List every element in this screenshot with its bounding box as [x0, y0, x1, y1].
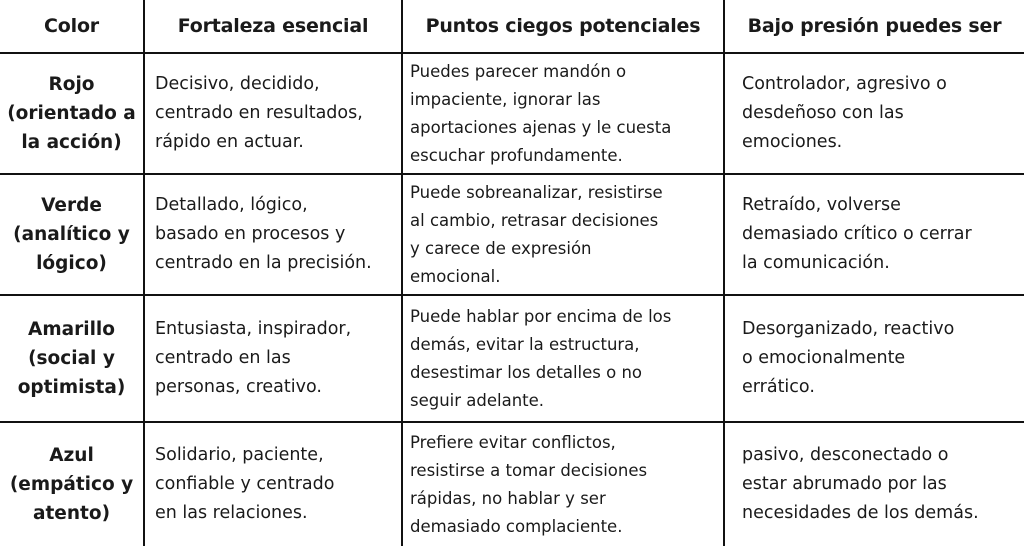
row-color-azul: [0, 423, 145, 546]
row-puntos-ciegos: Puedes parecer mandón o impaciente, ignorar las aportaciones ajenas y le cuesta escuchar profundamente.: [403, 54, 725, 175]
row-fortaleza: Entusiasta, inspirador, centrado en las personas, creativo.: [145, 296, 403, 423]
row-bajo-presion: Desorganizado, reactivo o emocionalmente errático.: [725, 296, 1024, 423]
row-puntos-ciegos: Prefiere evitar conflictos, resistirse a tomar decisiones rápidas, no hablar y ser demasiado complaciente.: [403, 423, 725, 546]
row-fortaleza: Detallado, lógico, basado en procesos y centrado en la precisión.: [145, 175, 403, 296]
header-color: Color: [0, 0, 145, 54]
row-bajo-presion: Retraído, volverse demasiado crítico o cerrar la comunicación.: [725, 175, 1024, 296]
row-fortaleza: Solidario, paciente, confiable y centrado en las relaciones.: [145, 423, 403, 546]
header-puntos-ciegos: Puntos ciegos potenciales: [403, 0, 725, 54]
row-puntos-ciegos: Puede hablar por encima de los demás, evitar la estructura, desestimar los detalles o no seguir adelante.: [403, 296, 725, 423]
color-label: Amarillo (social y optimista): [17, 319, 126, 398]
row-color-amarillo: [0, 296, 145, 423]
header-fortaleza: Fortaleza esencial: [145, 0, 403, 54]
row-fortaleza: Decisivo, decidido, centrado en resultados, rápido en actuar.: [145, 54, 403, 175]
color-label: Azul (empático y atento): [9, 445, 134, 524]
color-label: Rojo (orientado a la acción): [7, 74, 136, 153]
row-color-rojo: [0, 54, 145, 175]
header-bajo-presion: Bajo presión puedes ser: [725, 0, 1024, 54]
row-color-verde: [0, 175, 145, 296]
row-bajo-presion: Controlador, agresivo o desdeñoso con las emociones.: [725, 54, 1024, 175]
row-bajo-presion: pasivo, desconectado o estar abrumado por las necesidades de los demás.: [742, 445, 979, 523]
row-puntos-ciegos: Puede sobreanalizar, resistirse al cambio, retrasar decisiones y carece de expresión emocional.: [403, 175, 725, 296]
color-label: Verde (analítico y lógico): [13, 195, 130, 274]
